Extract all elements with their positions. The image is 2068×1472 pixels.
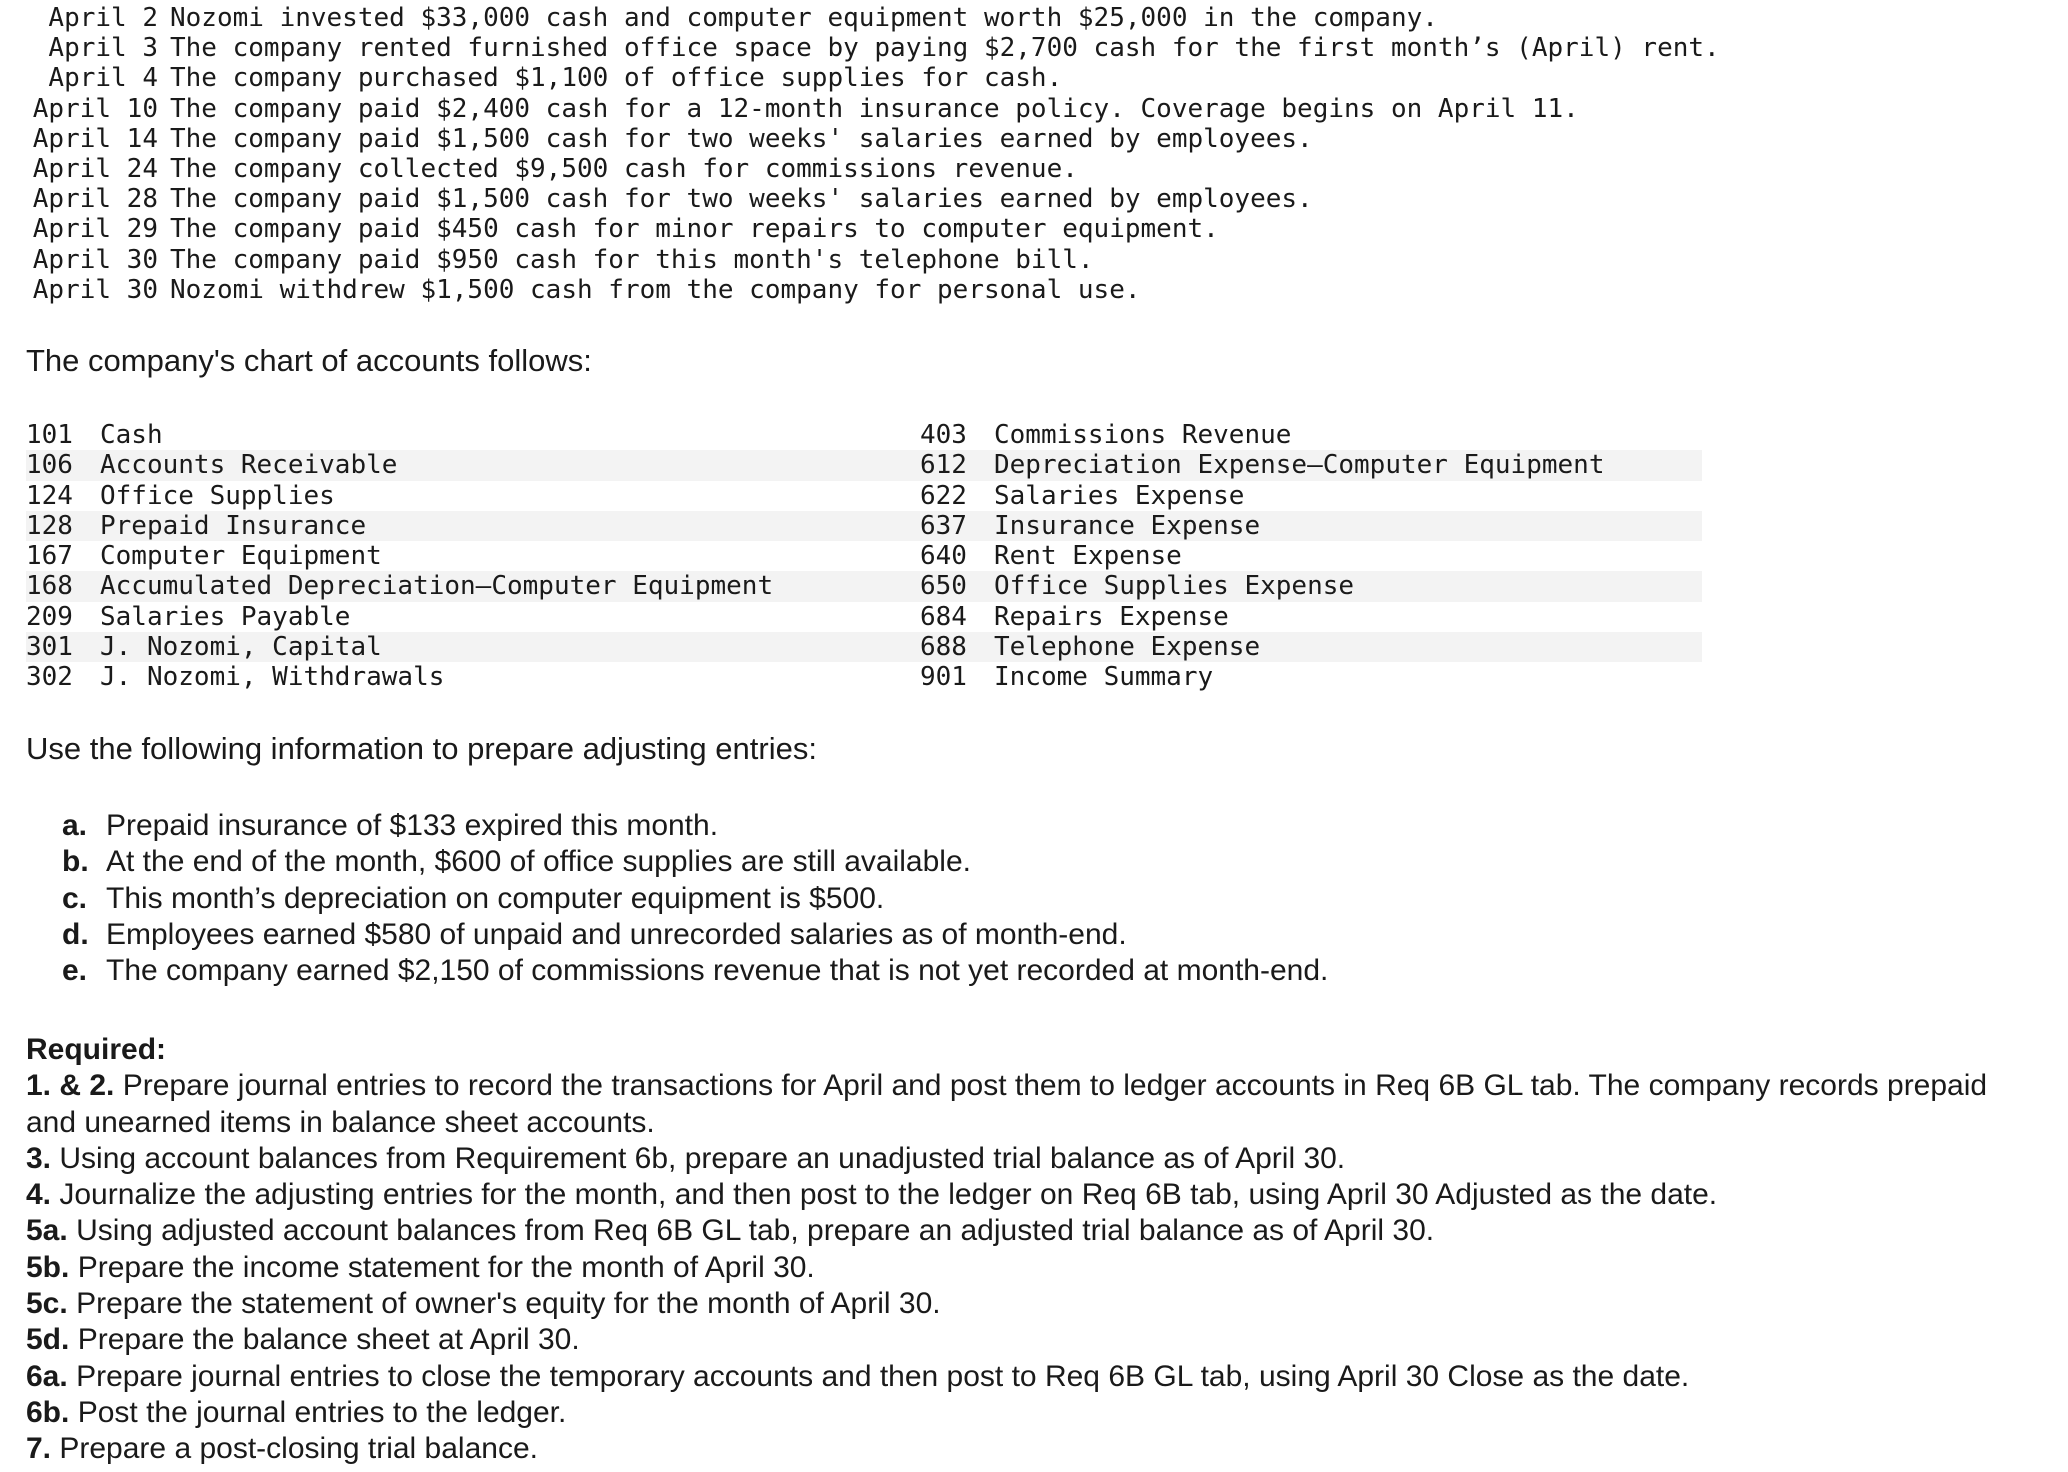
transaction-text: The company purchased $1,100 of office supplies for cash. <box>170 63 1063 94</box>
list-marker: b. <box>62 845 89 879</box>
account-name: Depreciation Expense—Computer Equipment <box>994 450 1605 481</box>
requirements-section <box>26 1032 2026 1468</box>
account-name: Office Supplies <box>100 480 335 511</box>
transaction-row <box>26 124 2026 154</box>
transaction-text: The company collected $9,500 cash for commissions revenue. <box>170 153 1078 184</box>
table-row <box>26 541 1702 571</box>
account-number: 637 <box>920 510 967 541</box>
account-name: Prepaid Insurance <box>100 510 367 541</box>
requirement-number: 4. <box>26 1178 52 1212</box>
account-number: 901 <box>920 662 967 693</box>
account-name: Salaries Payable <box>100 601 351 632</box>
requirement-number: 5b. <box>26 1250 70 1284</box>
transaction-date: April 30 <box>32 244 158 275</box>
table-row <box>26 420 1702 450</box>
list-item <box>62 953 1762 989</box>
transaction-text: The company paid $1,500 cash for two weeks' salaries earned by employees. <box>170 184 1313 215</box>
account-name: J. Nozomi, Withdrawals <box>100 662 445 693</box>
transaction-date: April 2 <box>48 3 158 33</box>
account-number: 622 <box>920 480 967 511</box>
account-number: 168 <box>26 571 73 602</box>
transaction-date: April 28 <box>32 184 158 215</box>
account-number: 124 <box>26 480 73 511</box>
transaction-row <box>26 63 2026 93</box>
account-name: Commissions Revenue <box>994 420 1292 450</box>
adjustments-list <box>62 808 1762 989</box>
transaction-date: April 14 <box>32 123 158 154</box>
requirement-number: 6a. <box>26 1359 68 1393</box>
table-row <box>26 632 1702 662</box>
requirement-text: Prepare journal entries to close the temporary accounts and then post to Req 6B GL tab, using April 30 Close as the date. <box>76 1359 1690 1393</box>
list-marker: e. <box>62 954 88 988</box>
transaction-row <box>26 245 2026 275</box>
account-name: Computer Equipment <box>100 541 382 572</box>
transaction-row <box>26 184 2026 214</box>
requirement-text: Prepare a post-closing trial balance. <box>59 1432 538 1466</box>
requirement-item <box>26 1395 2026 1431</box>
transaction-date: April 30 <box>32 274 158 305</box>
account-number: 612 <box>920 450 967 481</box>
requirement-number: 5c. <box>26 1287 68 1321</box>
requirement-item <box>26 1359 2026 1395</box>
account-number: 302 <box>26 662 73 693</box>
account-name: J. Nozomi, Capital <box>100 632 382 663</box>
requirement-item <box>26 1250 2026 1286</box>
account-number: 403 <box>920 420 967 450</box>
transaction-row <box>26 33 2026 63</box>
account-name: Rent Expense <box>994 541 1182 572</box>
requirement-text: Using adjusted account balances from Req 6B GL tab, prepare an adjusted trial balance as of April 30. <box>76 1214 1435 1248</box>
account-number: 209 <box>26 601 73 632</box>
table-row <box>26 481 1702 511</box>
account-number: 106 <box>26 450 73 481</box>
transaction-text: The company paid $1,500 cash for two weeks' salaries earned by employees. <box>170 123 1313 154</box>
transaction-date: April 24 <box>32 153 158 184</box>
transaction-date: April 3 <box>48 33 158 64</box>
requirement-text: Post the journal entries to the ledger. <box>77 1395 567 1429</box>
account-number: 301 <box>26 632 73 663</box>
list-marker: d. <box>62 917 89 951</box>
requirement-number: 3. <box>26 1141 52 1175</box>
requirement-item <box>26 1177 2026 1213</box>
requirement-text: Using account balances from Requirement 6b, prepare an unadjusted trial balance as of April 30. <box>59 1141 1346 1175</box>
list-item-text: This month’s depreciation on computer equipment is $500. <box>106 881 885 915</box>
account-name: Insurance Expense <box>994 510 1261 541</box>
account-number: 128 <box>26 510 73 541</box>
account-number: 688 <box>920 632 967 663</box>
account-name: Accumulated Depreciation—Computer Equipment <box>100 571 774 602</box>
account-number: 640 <box>920 541 967 572</box>
account-number: 101 <box>26 420 73 450</box>
table-row <box>26 662 1702 692</box>
transaction-text: The company paid $950 cash for this month's telephone bill. <box>170 244 1094 275</box>
requirement-item <box>26 1286 2026 1322</box>
account-number: 167 <box>26 541 73 572</box>
transactions-list <box>26 3 2026 305</box>
account-name: Cash <box>100 420 163 450</box>
account-name: Accounts Receivable <box>100 450 398 481</box>
requirement-number: 5d. <box>26 1323 70 1357</box>
transaction-row <box>26 3 2026 33</box>
requirement-number: 6b. <box>26 1395 70 1429</box>
transaction-text: The company rented furnished office space by paying $2,700 cash for the first month’s (April) rent. <box>170 33 1720 64</box>
requirement-item <box>26 1322 2026 1358</box>
requirement-item <box>26 1213 2026 1249</box>
transaction-text: The company paid $450 cash for minor repairs to computer equipment. <box>170 214 1219 245</box>
requirement-text: Prepare the balance sheet at April 30. <box>77 1323 580 1357</box>
requirement-item <box>26 1141 2026 1177</box>
list-item-text: At the end of the month, $600 of office supplies are still available. <box>106 845 971 879</box>
requirement-text: Prepare the income statement for the month of April 30. <box>77 1250 815 1284</box>
transaction-text: Nozomi invested $33,000 cash and computer equipment worth $25,000 in the company. <box>170 3 1438 33</box>
requirement-item <box>26 1068 2026 1141</box>
account-number: 650 <box>920 571 967 602</box>
transaction-date: April 4 <box>48 63 158 94</box>
table-row <box>26 602 1702 632</box>
list-item <box>62 917 1762 953</box>
list-item-text: Prepaid insurance of $133 expired this month. <box>106 809 719 842</box>
chart-of-accounts-table <box>26 420 1702 693</box>
account-name: Income Summary <box>994 662 1214 693</box>
list-item <box>62 808 1762 844</box>
account-number: 684 <box>920 601 967 632</box>
requirement-text: Prepare the statement of owner's equity for the month of April 30. <box>76 1287 941 1321</box>
transaction-date: April 29 <box>32 214 158 245</box>
transaction-row <box>26 94 2026 124</box>
transaction-date: April 10 <box>32 93 158 124</box>
chart-of-accounts-intro: The company's chart of accounts follows: <box>26 343 592 378</box>
transaction-text: Nozomi withdrew $1,500 cash from the company for personal use. <box>170 274 1141 305</box>
account-name: Telephone Expense <box>994 632 1261 663</box>
list-item-text: The company earned $2,150 of commissions revenue that is not yet recorded at month-end. <box>106 954 1329 988</box>
adjustments-intro: Use the following information to prepare adjusting entries: <box>26 731 817 766</box>
requirement-text: Journalize the adjusting entries for the month, and then post to the ledger on Req 6B tab, using April 30 Adjusted as the date. <box>59 1178 1718 1212</box>
transaction-row <box>26 154 2026 184</box>
transaction-text: The company paid $2,400 cash for a 12-month insurance policy. Coverage begins on April 11. <box>170 93 1579 124</box>
list-marker: a. <box>62 809 88 842</box>
requirement-number: 5a. <box>26 1214 68 1248</box>
account-name: Office Supplies Expense <box>994 571 1355 602</box>
requirement-text: Prepare journal entries to record the transactions for April and post them to ledger accounts in Req 6B GL tab. The company records prepaid and unearned items in balance sheet accounts. <box>26 1069 1988 1139</box>
table-row <box>26 511 1702 541</box>
list-marker: c. <box>62 881 88 915</box>
table-row <box>26 571 1702 601</box>
required-heading: Required: <box>26 1033 167 1066</box>
table-row <box>26 450 1702 480</box>
list-item <box>62 844 1762 880</box>
list-item <box>62 881 1762 917</box>
list-item-text: Employees earned $580 of unpaid and unrecorded salaries as of month-end. <box>106 917 1127 951</box>
account-name: Repairs Expense <box>994 601 1229 632</box>
account-name: Salaries Expense <box>994 480 1245 511</box>
transaction-row <box>26 275 2026 305</box>
requirement-item <box>26 1431 2026 1467</box>
requirement-number: 1. & 2. <box>26 1069 115 1103</box>
requirement-number: 7. <box>26 1432 52 1466</box>
transaction-row <box>26 214 2026 244</box>
